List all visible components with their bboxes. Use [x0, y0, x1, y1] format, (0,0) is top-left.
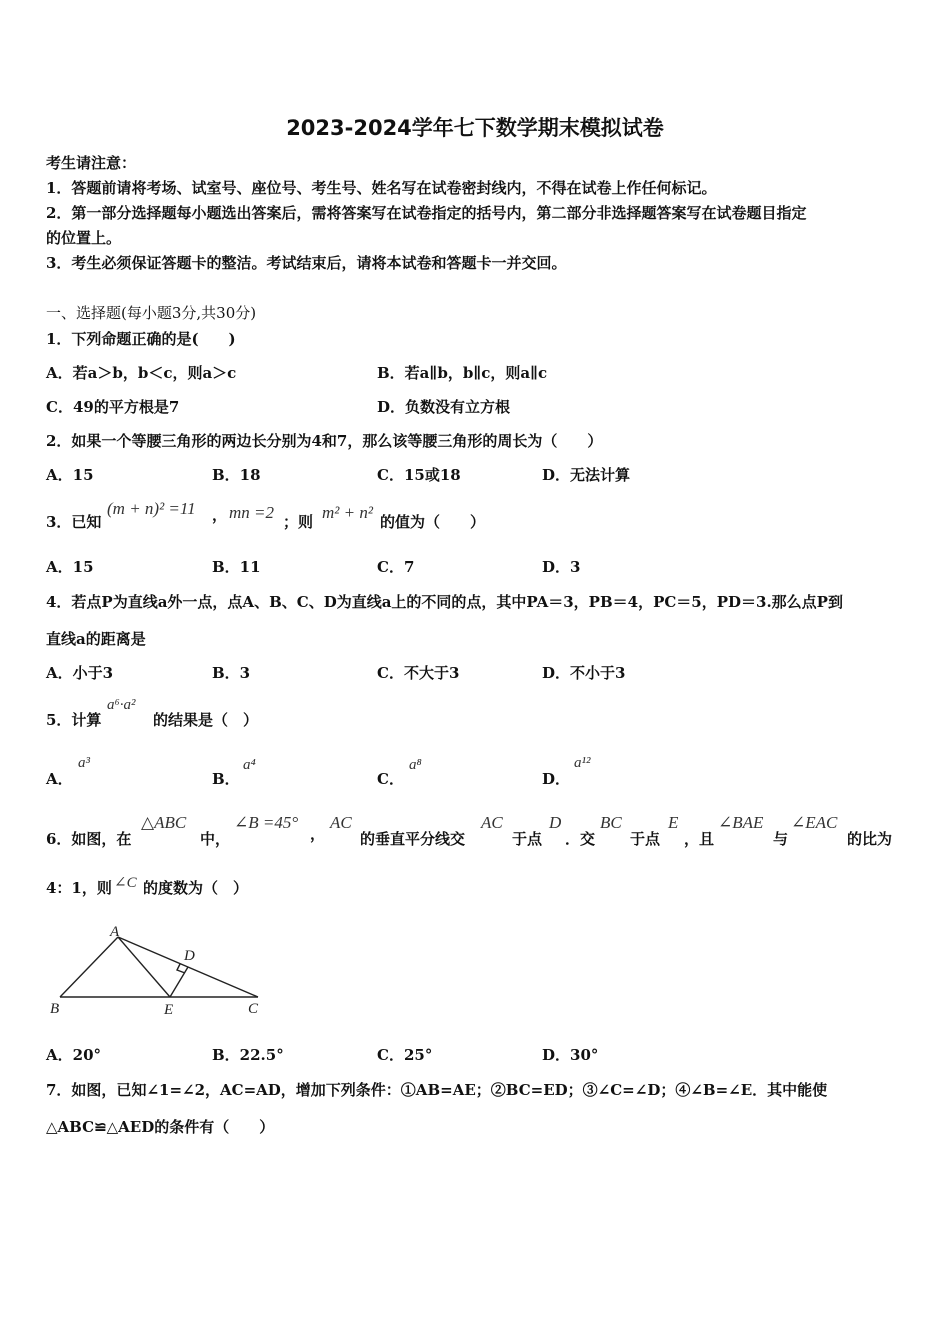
- q5-option-b-value: a⁴: [243, 757, 256, 773]
- q1-option-c: C．49的平方根是7: [46, 398, 180, 416]
- q3-expr-1: (m + n)² =11: [107, 499, 196, 518]
- q3-expr-3: m² + n²: [322, 503, 373, 522]
- q6-text-1: 6．如图，在: [46, 830, 132, 848]
- q2-option-d: D．无法计算: [542, 466, 631, 484]
- notice-heading: 考生请注意：: [46, 154, 137, 172]
- q6-text-8: ，且: [684, 830, 715, 848]
- q6-expr-bc: BC: [600, 813, 622, 832]
- q4-line-1: 4．若点P为直线a外一点，点A、B、C、D为直线a上的不同的点，其中PA＝3，PB＝4，PC＝5，PD＝3.那么点P到: [46, 593, 843, 611]
- label-d: D: [184, 948, 195, 964]
- label-b: B: [50, 1001, 60, 1017]
- q3-option-d: D．3: [542, 558, 581, 576]
- notice-item-1: 1．答题前请将考场、试室号、座位号、考生号、姓名写在试卷密封线内，不得在试卷上作任何标记。: [46, 179, 717, 197]
- q6-expr-angle-eac: ∠EAC: [791, 813, 838, 832]
- q1-option-d: D．负数没有立方根: [377, 398, 511, 416]
- q6-line-2-suffix: 的度数为（ ）: [143, 879, 249, 897]
- q3-option-c: C．7: [377, 558, 415, 576]
- q3-option-a: A．15: [46, 558, 94, 576]
- q2-stem: 2．如果一个等腰三角形的两边长分别为4和7，那么该等腰三角形的周长为（ ）: [46, 432, 603, 450]
- q6-text-7: 于点: [630, 830, 661, 848]
- q4-option-b: B．3: [212, 664, 251, 682]
- q6-expr-angle-b: ∠B =45°: [234, 813, 299, 832]
- q5-option-c-value: a⁸: [409, 757, 422, 773]
- notice-item-3: 3．考生必须保证答题卡的整洁。考试结束后，请将本试卷和答题卡一并交回。: [46, 254, 567, 272]
- q6-expr-ac-1: AC: [330, 813, 352, 832]
- q6-option-a: A．20°: [46, 1046, 102, 1064]
- q5-option-d-value: a¹²: [574, 755, 591, 771]
- q5-option-b-label: B．: [212, 770, 240, 788]
- q4-line-2: 直线a的距离是: [46, 630, 146, 648]
- q6-text-10: 的比为: [847, 830, 893, 848]
- q6-option-d: D．30°: [542, 1046, 599, 1064]
- q5-suffix: 的结果是（ ）: [153, 711, 259, 729]
- q6-text-4: 的垂直平分线交: [360, 830, 466, 848]
- section-heading: 一、选择题(每小题3分,共30分): [46, 304, 257, 322]
- label-e: E: [164, 1002, 174, 1018]
- q7-line-1: 7．如图，已知∠1=∠2，AC=AD，增加下列条件：①AB=AE；②BC=ED；③∠C=∠D；④∠B=∠E．其中能使: [46, 1081, 828, 1099]
- q6-text-3: ，: [310, 825, 326, 843]
- label-a: A: [110, 924, 120, 940]
- q6-expr-ac-2: AC: [481, 813, 503, 832]
- q6-expr-angle-bae: ∠BAE: [718, 813, 764, 832]
- q5-prefix: 5．计算: [46, 711, 102, 729]
- q1-option-b: B．若a∥b，b∥c，则a∥c: [377, 364, 548, 382]
- q5-option-c-label: C．: [377, 770, 404, 788]
- q2-option-a: A．15: [46, 466, 94, 484]
- q7-line-2: △ABC≌△AED的条件有（ ）: [46, 1118, 275, 1136]
- q5-expr: a⁶·a²: [107, 697, 136, 713]
- notice-item-2-line-2: 的位置上。: [46, 229, 122, 247]
- q3-suffix: 的值为（ ）: [380, 513, 486, 531]
- q6-option-c: C．25°: [377, 1046, 433, 1064]
- q3-expr-2: mn =2: [229, 503, 274, 522]
- q4-option-a: A．小于3: [46, 664, 114, 682]
- q3-option-b: B．11: [212, 558, 261, 576]
- q1-stem: 1．下列命题正确的是( ): [46, 330, 236, 348]
- q6-text-9: 与: [773, 830, 789, 848]
- q1-option-a: A．若a＞b，b＜c，则a＞c: [46, 364, 237, 382]
- q6-expr-d: D: [549, 813, 562, 832]
- q6-line-2-expr: ∠C: [114, 875, 137, 891]
- q6-expr-triangle: △ABC: [141, 813, 187, 832]
- q6-text-2: 中，: [200, 830, 231, 848]
- q2-option-c: C．15或18: [377, 466, 461, 484]
- q5-option-d-label: D．: [542, 770, 571, 788]
- q6-text-6: ．交: [565, 830, 596, 848]
- q4-option-d: D．不小于3: [542, 664, 626, 682]
- q4-option-c: C．不大于3: [377, 664, 460, 682]
- q5-option-a-value: a³: [78, 755, 90, 771]
- notice-item-2-line-1: 2．第一部分选择题每小题选出答案后，需将答案写在试卷指定的括号内，第二部分非选择题答案写在试卷题目指定: [46, 204, 807, 222]
- q6-option-b: B．22.5°: [212, 1046, 284, 1064]
- q6-triangle-figure: [46, 920, 276, 1020]
- q2-option-b: B．18: [212, 466, 261, 484]
- q3-sep: ，: [212, 506, 228, 524]
- segment-ae: [118, 937, 170, 997]
- segment-ab: [60, 937, 118, 997]
- q3-prefix: 3．已知: [46, 513, 102, 531]
- page-title: 2023-2024学年七下数学期末模拟试卷: [286, 116, 664, 140]
- q6-text-5: 于点: [512, 830, 543, 848]
- q3-mid: ；则: [283, 513, 314, 531]
- q5-option-a-label: A．: [46, 770, 73, 788]
- q6-expr-e: E: [668, 813, 679, 832]
- q6-line-2-prefix: 4：1，则: [46, 879, 112, 897]
- label-c: C: [248, 1001, 259, 1017]
- segment-de: [170, 967, 188, 997]
